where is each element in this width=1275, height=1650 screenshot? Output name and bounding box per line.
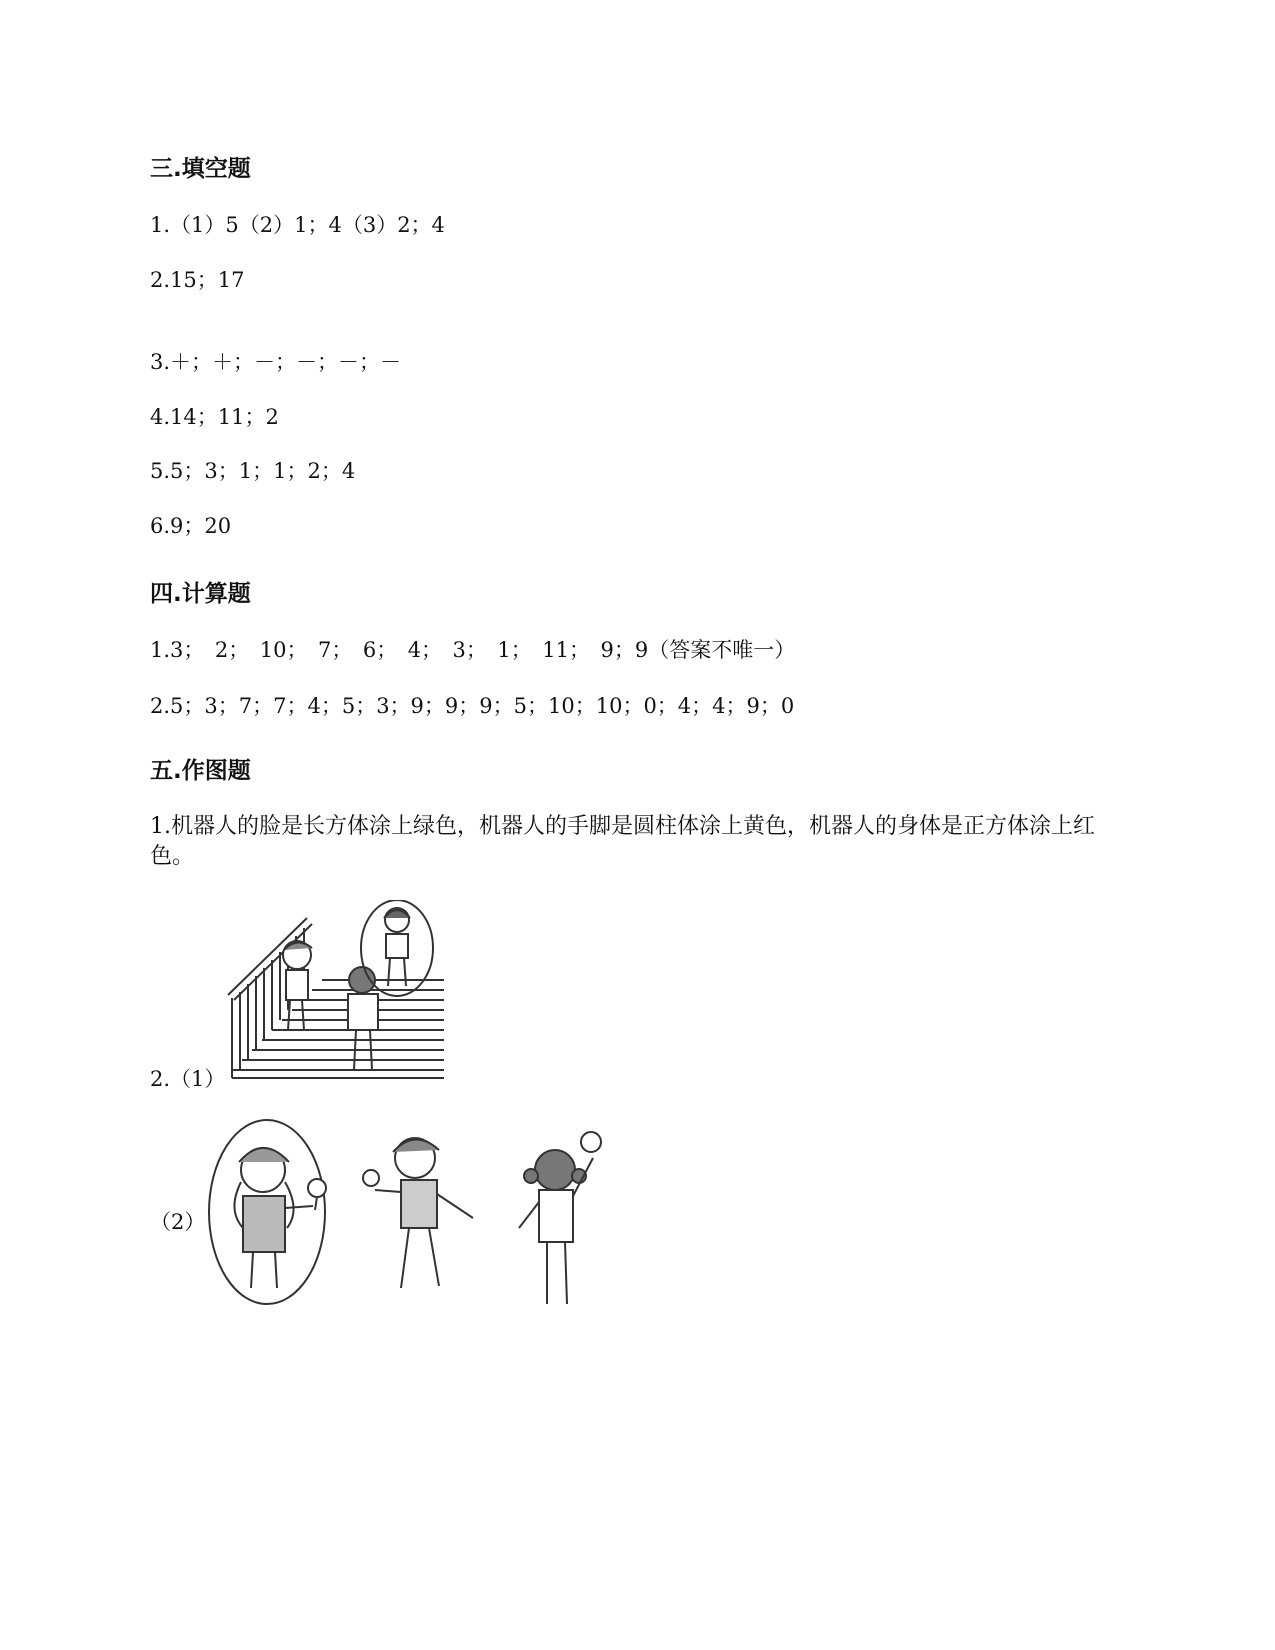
answer-line: 5.5；3；1；1；2；4	[150, 459, 356, 483]
answer-line: 4.14；11；2	[150, 405, 279, 429]
answer-paragraph: 1.机器人的脸是长方体涂上绿色，机器人的手脚是圆柱体涂上黄色，机器人的身体是正方体涂上红色。	[150, 814, 1095, 869]
section-heading-calculation: 四.计算题	[150, 581, 251, 607]
section-heading-fill-blank: 三.填空题	[150, 156, 251, 182]
answer-label-2-1: 2.（1）	[150, 1067, 226, 1091]
answer-line: 3.＋；＋；－；－；－；－	[150, 350, 402, 374]
answer-line: 2.15；17	[150, 268, 245, 292]
answer-line: 1.（1）5（2）1；4（3）2；4	[150, 213, 445, 237]
section-heading-drawing: 五.作图题	[150, 758, 251, 784]
girls-with-flowers-illustration	[205, 1118, 615, 1318]
staircase-children-illustration	[222, 900, 452, 1090]
answer-line: 6.9；20	[150, 514, 232, 538]
answer-line: 1.3； 2； 10； 7； 6； 4； 3； 1； 11； 9；9（答案不唯一）	[150, 638, 796, 662]
answer-label-2-2: （2）	[150, 1210, 206, 1234]
answer-line: 2.5；3；7；7；4；5；3；9；9；9；5；10；10；0；4；4；9；0	[150, 694, 795, 718]
